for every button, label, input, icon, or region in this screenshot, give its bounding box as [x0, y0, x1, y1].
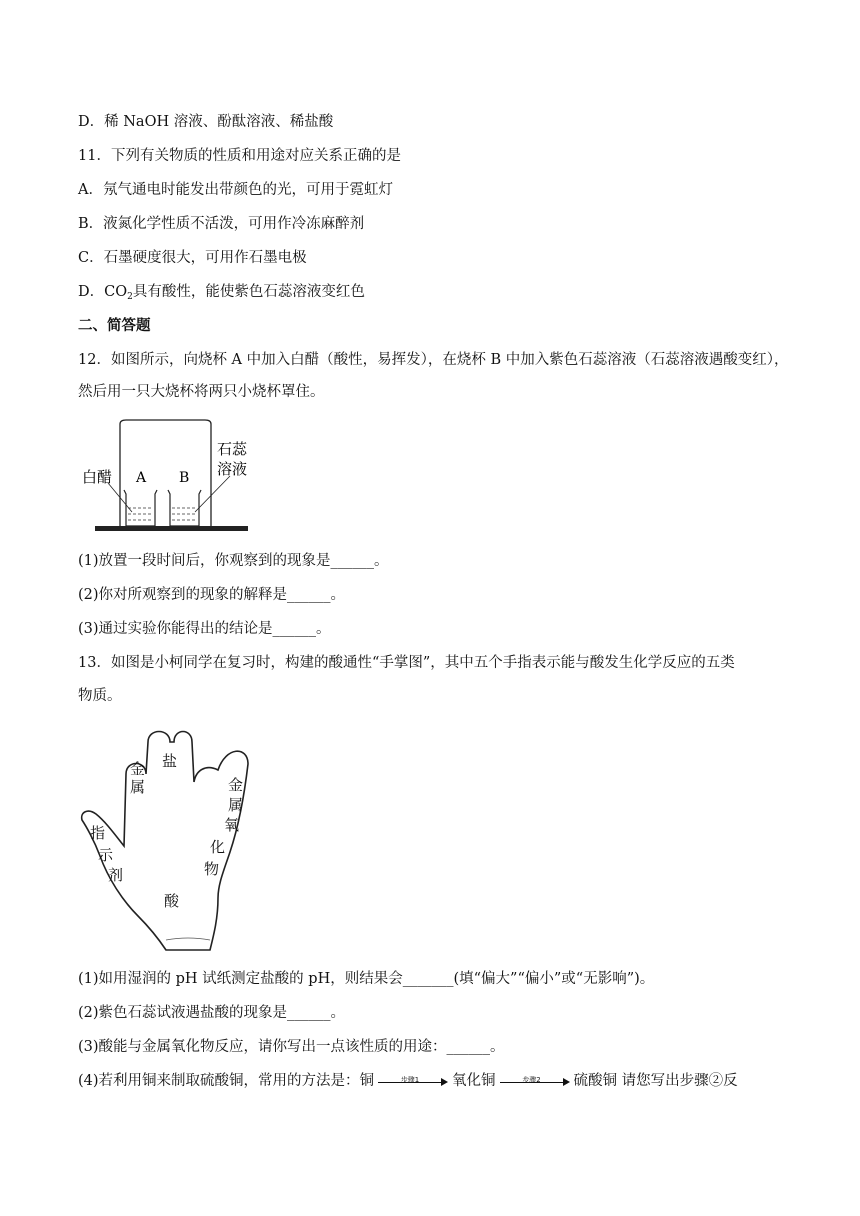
step-2-label: 步骤2: [522, 1076, 541, 1084]
label-oxide-4: 化: [210, 838, 226, 856]
step-2-arrow: [500, 1071, 570, 1091]
q11-option-d-sub: 2: [127, 292, 133, 302]
label-oxide-3: 氧: [224, 816, 240, 834]
q13-part-4-start: (4)若利用铜来制取硫酸铜，常用的方法是：铜: [78, 1073, 375, 1089]
question-13-line-1: 13．如图是小柯同学在复习时，构建的酸通性“手掌图”，其中五个手指表示能与酸发生化学反应的五类: [78, 655, 735, 671]
q11-option-d: [78, 282, 365, 307]
label-oxide-2: 属: [228, 796, 244, 814]
q11-option-b: B．液氮化学性质不活泼，可用作冷冻麻醉剂: [78, 216, 365, 232]
q13-part-4: [78, 1071, 738, 1091]
question-11: 11．下列有关物质的性质和用途对应关系正确的是: [78, 148, 401, 164]
label-litmus-2: 溶液: [217, 460, 248, 478]
label-indicator-3: 剂: [108, 866, 124, 884]
label-oxide-5: 物: [204, 860, 220, 878]
wrist-line: [166, 938, 210, 940]
label-metal-1: 金: [130, 760, 146, 778]
label-litmus-1: 石蕊: [217, 440, 248, 458]
label-indicator-2: 示: [98, 846, 114, 864]
q12-part-1: (1)放置一段时间后，你观察到的现象是______。: [78, 553, 389, 569]
step-1-arrow: [378, 1071, 448, 1091]
q13-part-4-middle: 氧化铜: [452, 1073, 496, 1089]
label-b: B: [179, 470, 190, 486]
label-indicator-1: 指: [90, 824, 106, 842]
option-d-previous: D．稀 NaOH 溶液、酚酞溶液、稀盐酸: [78, 114, 334, 130]
step-1-label: 步骤1: [400, 1076, 420, 1084]
beaker-experiment-figure: [80, 418, 260, 533]
label-metal-2: 属: [130, 778, 146, 796]
label-salt: 盐: [162, 752, 178, 770]
label-acid: 酸: [164, 892, 180, 910]
section-heading-short-answer: 二、简答题: [78, 318, 151, 334]
label-oxide-1: 金: [228, 776, 244, 794]
q13-part-4-end: 硫酸铜 请您写出步骤②反: [573, 1073, 738, 1089]
label-a: A: [136, 470, 147, 486]
table-surface: [95, 526, 248, 531]
question-12-line-2: 然后用一只大烧杯将两只小烧杯罩住。: [78, 384, 325, 400]
acid-hand-diagram: [78, 718, 268, 954]
question-13-line-2: 物质。: [78, 688, 122, 704]
q12-part-2: (2)你对所观察到的现象的解释是______。: [78, 587, 346, 603]
q13-part-1: (1)如用湿润的 pH 试纸测定盐酸的 pH，则结果会_______(填“偏大”“偏小”或“无影响”)。: [78, 971, 655, 987]
label-vinegar: 白醋: [82, 468, 113, 486]
q11-option-a: A．氖气通电时能发出带颜色的光，可用于霓虹灯: [78, 182, 393, 198]
q13-part-2: (2)紫色石蕊试液遇盐酸的现象是______。: [78, 1005, 346, 1021]
q13-part-3: (3)酸能与金属氧化物反应，请你写出一点该性质的用途：______。: [78, 1039, 505, 1055]
q12-part-3: (3)通过实验你能得出的结论是______。: [78, 621, 331, 637]
q11-option-c: C．石墨硬度很大，可用作石墨电极: [78, 250, 307, 266]
large-beaker: [120, 420, 211, 528]
question-12-line-1: 12．如图所示，向烧杯 A 中加入白醋（酸性，易挥发），在烧杯 B 中加入紫色石蕊溶液（石蕊溶液遇酸变红），: [78, 352, 789, 368]
q11-option-d-pre: D．CO: [78, 284, 128, 300]
litmus-pointer: [195, 476, 230, 512]
q11-option-d-post: 具有酸性，能使紫色石蕊溶液变红色: [132, 284, 365, 300]
liquid-lines: [128, 508, 197, 520]
